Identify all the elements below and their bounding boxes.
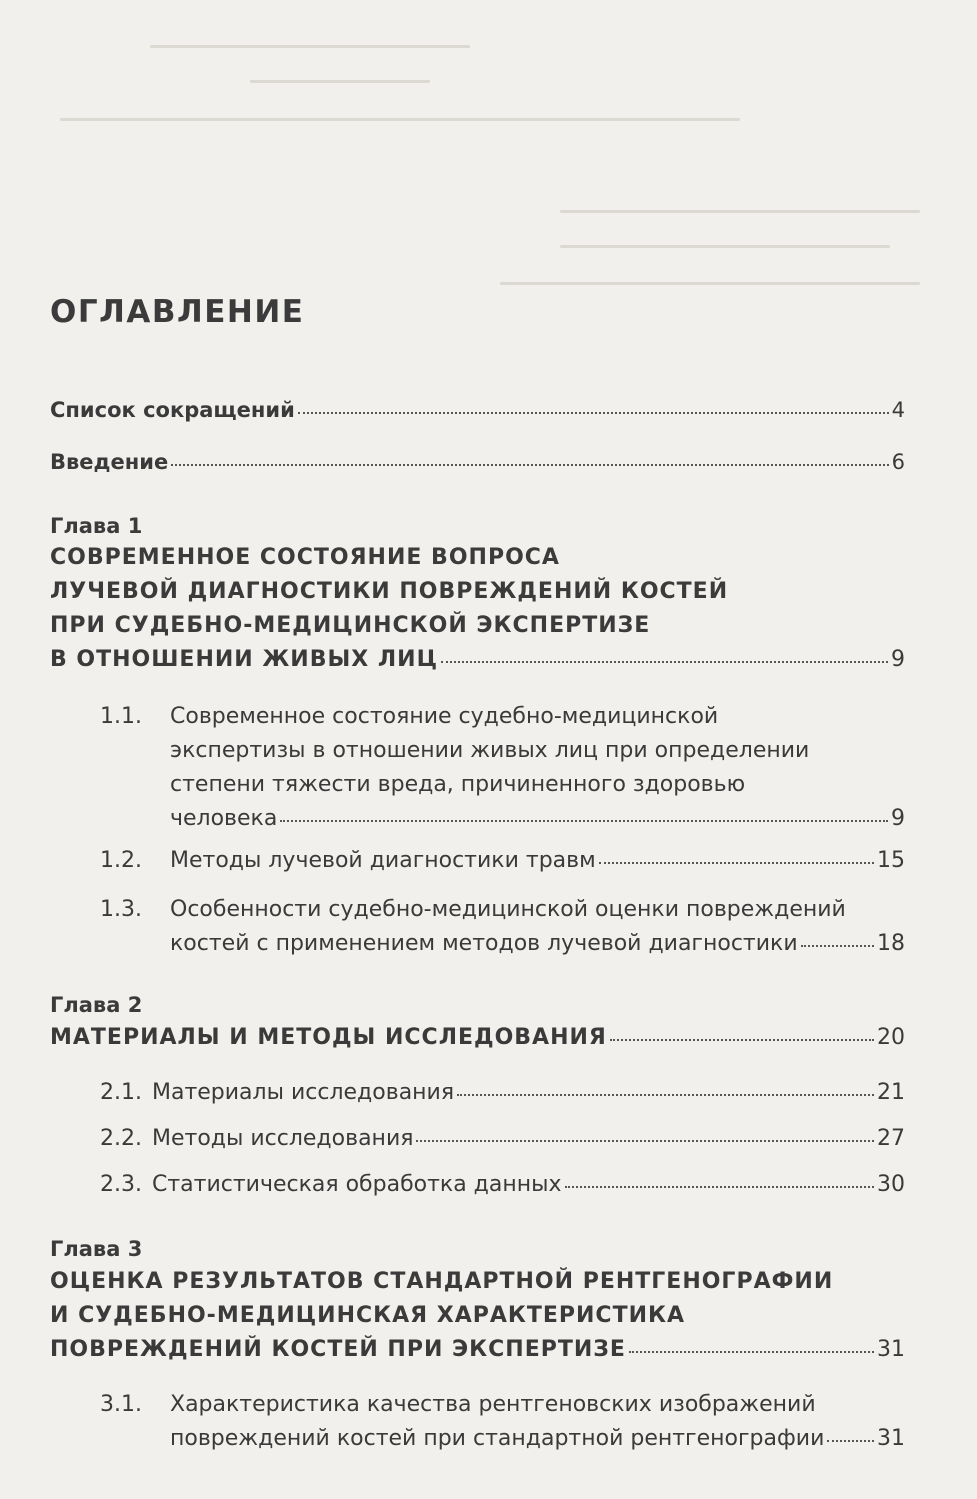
section-label: Методы исследования xyxy=(151,1126,414,1151)
section-1-1-line: человека xyxy=(170,806,278,831)
section-2-3[interactable] xyxy=(100,1172,905,1197)
chapter-3-title-last-line[interactable] xyxy=(50,1337,905,1362)
section-label: Методы лучевой диагностики травм xyxy=(170,848,596,873)
chapter-2-title-line: МАТЕРИАЛЫ И МЕТОДЫ ИССЛЕДОВАНИЯ xyxy=(50,1025,607,1050)
dot-leader xyxy=(457,1093,874,1096)
dot-leader xyxy=(610,1038,874,1041)
page-number: 4 xyxy=(891,398,905,422)
chapter-1-title-line[interactable]: СОВРЕМЕННОЕ СОСТОЯНИЕ ВОПРОСА xyxy=(50,545,560,570)
section-3-1-line[interactable]: Характеристика качества рентгеновских изображений xyxy=(170,1392,816,1417)
chapter-2-label: Глава 2 xyxy=(50,993,143,1017)
page-number: 9 xyxy=(891,806,905,831)
page-number: 6 xyxy=(891,450,905,474)
page-number: 21 xyxy=(877,1080,905,1105)
section-number: 1.2. xyxy=(100,848,142,873)
chapter-3-title-line: ПОВРЕЖДЕНИЙ КОСТЕЙ ПРИ ЭКСПЕРТИЗЕ xyxy=(50,1337,626,1362)
dot-leader xyxy=(801,944,874,947)
dot-leader xyxy=(629,1350,874,1353)
section-number: 2.3. xyxy=(100,1172,142,1197)
section-1-3-line: костей с применением методов лучевой диагностики xyxy=(170,931,798,956)
page-number: 15 xyxy=(877,848,905,873)
page-number: 30 xyxy=(877,1172,905,1197)
entry-label: Список сокращений xyxy=(50,398,295,422)
section-number: 2.1. xyxy=(100,1080,142,1105)
section-number: 1.1. xyxy=(100,704,142,729)
page-number: 18 xyxy=(877,931,905,956)
dot-leader xyxy=(298,411,889,414)
page-number: 27 xyxy=(877,1126,905,1151)
section-1-1-last-line[interactable] xyxy=(170,806,905,831)
section-1-1-line[interactable]: экспертизы в отношении живых лиц при определении xyxy=(170,738,810,763)
entry-label: Введение xyxy=(50,450,169,474)
dot-leader xyxy=(171,463,888,466)
dot-leader xyxy=(280,819,888,822)
chapter-2-title[interactable] xyxy=(50,1025,905,1050)
toc-title: ОГЛАВЛЕНИЕ xyxy=(50,294,305,330)
section-2-1[interactable] xyxy=(100,1080,905,1105)
section-1-3-last-line[interactable] xyxy=(170,931,905,956)
chapter-1-title-line[interactable]: ПРИ СУДЕБНО-МЕДИЦИНСКОЙ ЭКСПЕРТИЗЕ xyxy=(50,613,651,638)
section-3-1-line: повреждений костей при стандартной рентгенографии xyxy=(170,1426,825,1451)
chapter-1-title-last-line[interactable] xyxy=(50,647,905,672)
section-2-2[interactable] xyxy=(100,1126,905,1151)
dot-leader xyxy=(416,1139,874,1142)
page-number: 20 xyxy=(877,1025,905,1050)
chapter-1-title-line: В ОТНОШЕНИИ ЖИВЫХ ЛИЦ xyxy=(50,647,438,672)
dot-leader xyxy=(827,1439,874,1442)
toc-entry-introduction[interactable] xyxy=(50,450,905,474)
chapter-1-title-line[interactable]: ЛУЧЕВОЙ ДИАГНОСТИКИ ПОВРЕЖДЕНИЙ КОСТЕЙ xyxy=(50,579,729,604)
section-1-3-line[interactable]: Особенности судебно-медицинской оценки повреждений xyxy=(170,897,846,922)
section-3-1-last-line[interactable] xyxy=(170,1426,905,1451)
chapter-3-title-line[interactable]: ОЦЕНКА РЕЗУЛЬТАТОВ СТАНДАРТНОЙ РЕНТГЕНОГРАФИИ xyxy=(50,1269,834,1294)
chapter-1-label: Глава 1 xyxy=(50,514,143,538)
section-number: 3.1. xyxy=(100,1392,142,1417)
section-1-1-line[interactable]: Современное состояние судебно-медицинской xyxy=(170,704,719,729)
dot-leader xyxy=(565,1185,874,1188)
section-1-2[interactable] xyxy=(170,848,905,873)
dot-leader xyxy=(441,660,888,663)
page-number: 31 xyxy=(877,1426,905,1451)
page-number: 9 xyxy=(891,647,905,672)
section-label: Статистическая обработка данных xyxy=(151,1172,562,1197)
chapter-3-label: Глава 3 xyxy=(50,1237,143,1261)
section-number: 2.2. xyxy=(100,1126,142,1151)
section-label: Материалы исследования xyxy=(151,1080,455,1105)
bleed-through xyxy=(0,0,977,300)
chapter-3-title-line[interactable]: И СУДЕБНО-МЕДИЦИНСКАЯ ХАРАКТЕРИСТИКА xyxy=(50,1303,685,1328)
section-number: 1.3. xyxy=(100,897,142,922)
dot-leader xyxy=(599,861,874,864)
page-number: 31 xyxy=(877,1337,905,1362)
section-1-1-line[interactable]: степени тяжести вреда, причиненного здоровью xyxy=(170,772,746,797)
toc-entry-abbreviations[interactable] xyxy=(50,398,905,422)
